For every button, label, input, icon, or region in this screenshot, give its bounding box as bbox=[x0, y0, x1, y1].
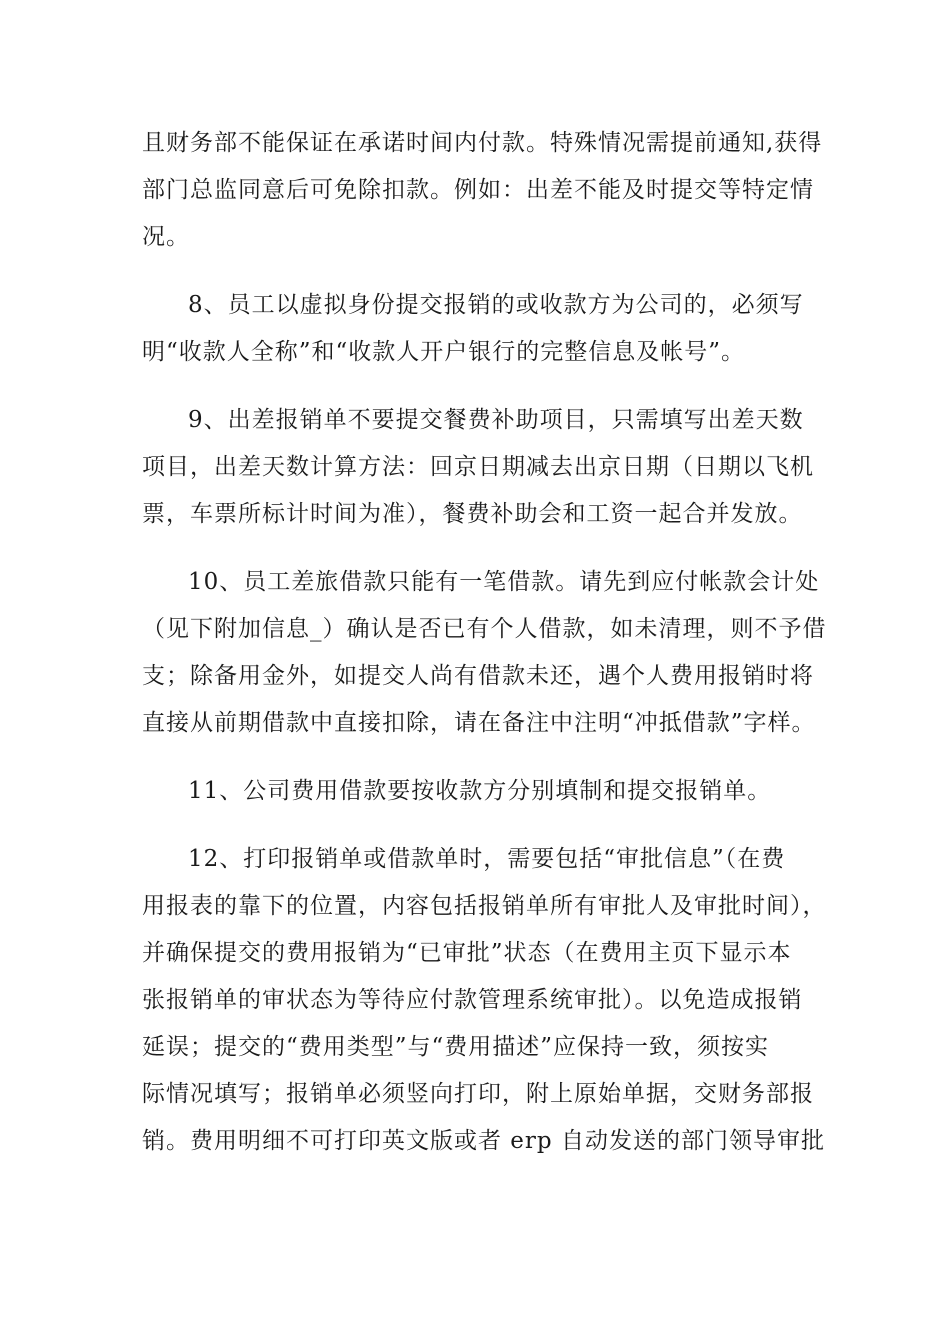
text-line: 项目，出差天数计算方法：回京日期减去出京日期（日期以飞机 bbox=[142, 454, 814, 480]
paragraph-item-11 bbox=[142, 768, 822, 815]
text-line: 直接从前期借款中直接扣除，请在备注中注明“冲抵借款”字样。 bbox=[142, 710, 816, 736]
text-line: 11、公司费用借款要按收款方分别填制和提交报销单。 bbox=[188, 778, 772, 804]
paragraph-item-8 bbox=[142, 282, 822, 376]
text-line: 支；除备用金外，如提交人尚有借款未还，遇个人费用报销时将 bbox=[142, 663, 814, 689]
text-line: 张报销单的审状态为等待应付款管理系统审批）。以免造成报销 bbox=[142, 987, 803, 1013]
paragraph-continuation bbox=[142, 120, 822, 261]
text-line: 9、出差报销单不要提交餐费补助项目，只需填写出差天数 bbox=[188, 407, 804, 433]
text-line: 10、员工差旅借款只能有一笔借款。请先到应付帐款会计处 bbox=[188, 569, 820, 595]
text-line: 8、员工以虚拟身份提交报销的或收款方为公司的，必须写 bbox=[188, 292, 804, 318]
text-line: 票，车票所标计时间为准），餐费补助会和工资一起合并发放。 bbox=[142, 501, 803, 527]
text-line: （见下附加信息_）确认是否已有个人借款，如未清理，则不予借 bbox=[142, 616, 827, 642]
text-line: 况。 bbox=[142, 224, 190, 250]
text-line: 并确保提交的费用报销为“已审批”状态（在费用主页下显示本 bbox=[142, 940, 792, 966]
text-line: 销。费用明细不可打印英文版或者 erp 自动发送的部门领导审批 bbox=[142, 1128, 825, 1154]
paragraph-item-10 bbox=[142, 559, 827, 747]
text-line: 用报表的靠下的位置，内容包括报销单所有审批人及审批时间）， bbox=[142, 893, 827, 919]
text-line: 明“收款人全称”和“收款人开户银行的完整信息及帐号”。 bbox=[142, 339, 746, 365]
text-line: 部门总监同意后可免除扣款。例如：出差不能及时提交等特定情 bbox=[142, 177, 814, 203]
text-line: 12、打印报销单或借款单时，需要包括“审批信息”（在费 bbox=[188, 846, 786, 872]
text-line: 且财务部不能保证在承诺时间内付款。特殊情况需提前通知,获得 bbox=[142, 130, 823, 156]
text-line: 延误；提交的“费用类型”与“费用描述”应保持一致，须按实 bbox=[142, 1034, 770, 1060]
paragraph-item-9 bbox=[142, 397, 822, 538]
document-body bbox=[142, 120, 827, 1186]
paragraph-item-12 bbox=[142, 836, 827, 1165]
text-line: 际情况填写；报销单必须竖向打印，附上原始单据，交财务部报 bbox=[142, 1081, 814, 1107]
